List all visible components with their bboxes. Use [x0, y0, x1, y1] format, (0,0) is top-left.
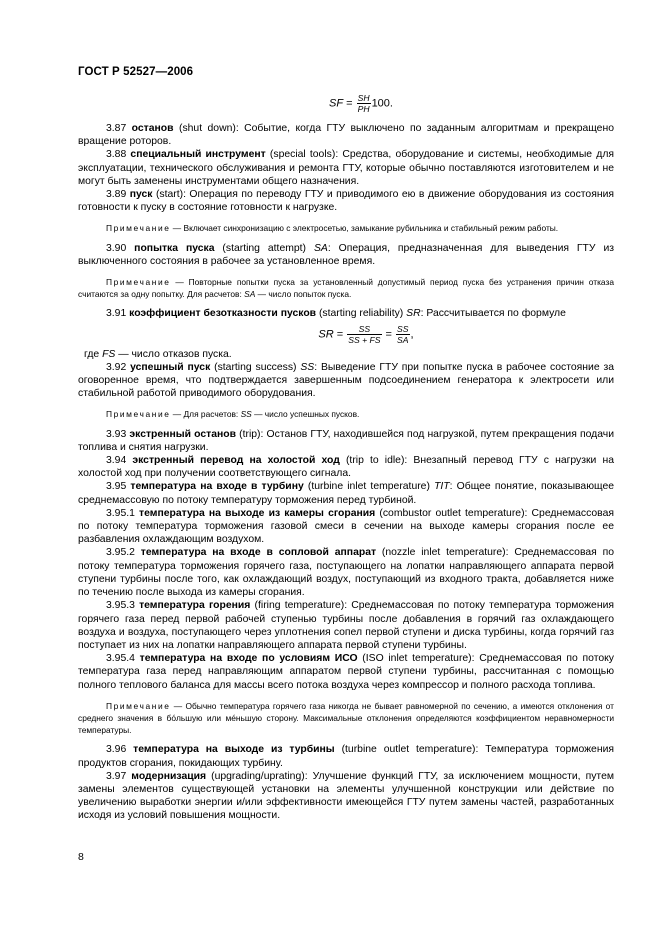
- term-3-92: [78, 361, 614, 401]
- note-label: Примечание: [106, 700, 171, 711]
- term-number: 3.95: [106, 481, 127, 493]
- term-number: 3.97: [106, 770, 127, 782]
- term-definition: : Событие, когда ГТУ выключено по заданным алгоритмам и прекращено вращение роторов.: [78, 123, 614, 148]
- formula-explanation: [78, 348, 614, 361]
- term-title: температура на входе в сопловой аппарат: [140, 547, 377, 559]
- formula-sr-numerator-1: SS: [347, 324, 381, 335]
- term-title: успешный пуск: [130, 361, 211, 373]
- term-english: (shut down): [173, 123, 236, 134]
- note-3-92: [78, 408, 614, 420]
- note-text-end: — число попыток пуска.: [255, 289, 352, 300]
- term-title: температура на выходе из камеры сгорания: [139, 507, 376, 519]
- term-definition: : Выведение ГТУ при попытке пуска в рабочее состояние за оговоренное время, что подтверждается завершенным подсоединением генератора к электросети или стабильной работой приводимого оборудования.: [78, 361, 614, 400]
- formula-sf-numerator: SH: [357, 93, 370, 103]
- where-abbreviation: FS: [102, 348, 116, 360]
- where-text: — число отказов пуска.: [115, 348, 232, 360]
- term-number: 3.95.3: [106, 600, 135, 612]
- note-3-89: [78, 222, 614, 234]
- term-title: экстренный останов: [129, 428, 237, 440]
- term-title: температура на выходе из турбины: [133, 744, 335, 756]
- term-number: 3.96: [106, 744, 127, 756]
- term-number: 3.89: [106, 189, 127, 201]
- formula-sf-denominator: PH: [357, 104, 370, 114]
- term-3-93: [78, 428, 614, 454]
- term-definition: : Внезапный перевод ГТУ с нагрузки на холостой ход при получении соответствующего сигнала.: [78, 455, 614, 480]
- note-label: Примечание: [106, 277, 171, 288]
- term-abbreviation: SS: [300, 361, 315, 373]
- term-definition: : Среднемассовая по потоку температура газа перед направляющим аппаратом первой ступени турбины, рассчитанная с помощью полного теплового баланса для массы всего потока воздуха через компрессор и полного расхода топлива.: [78, 653, 614, 691]
- term-title: пуск: [129, 189, 153, 201]
- term-english: (trip to idle): [339, 455, 405, 467]
- term-definition: : Останов ГТУ, находившейся под нагрузкой, путем прекращения подачи топлива и снятия нагрузки.: [78, 428, 614, 453]
- term-english: (nozzle inlet temperature): [376, 547, 506, 559]
- note-text-end: — число успешных пусков.: [251, 409, 360, 420]
- term-3-95: [78, 480, 614, 506]
- term-english: (special tools): [265, 149, 336, 161]
- formula-sf: [108, 93, 614, 114]
- term-title: экстренный перевод на холостой ход: [132, 455, 340, 467]
- term-3-95-3: [78, 599, 614, 652]
- term-definition: : Операция по переводу ГТУ и приводимого ею в движение оборудования из состояния готовности к пуску в состояние готовности к нагрузке.: [78, 189, 614, 214]
- term-english: (start): [152, 189, 184, 201]
- term-number: 3.95.1: [106, 507, 135, 519]
- term-english: (turbine inlet temperature): [303, 481, 435, 493]
- term-number: 3.95.4: [106, 653, 135, 665]
- term-3-88: [78, 148, 614, 188]
- term-english: (trip): [236, 428, 261, 440]
- term-english: (combustor outlet temperature): [375, 507, 525, 519]
- term-number: 3.95.2: [106, 547, 135, 559]
- term-english: (starting success): [210, 361, 301, 373]
- term-title: температура на входе в турбину: [130, 481, 304, 493]
- note-text: — Обычно температура горячего газа никогда не бывает равномерной по сечению, а имеются отклонения от среднего значения в бо́льшую или ме́ньшую сторону. Максимальные отклонения определяются коэффициентом неравномерности температуры.: [78, 700, 614, 736]
- formula-sr-eq-2: =: [382, 328, 396, 341]
- note-3-95-4: [78, 700, 614, 737]
- term-3-87: [78, 122, 614, 148]
- term-english: (ISO inlet temperature): [357, 653, 472, 665]
- term-3-97: [78, 770, 614, 823]
- formula-sf-eq: =: [343, 97, 356, 110]
- formula-sr-lhs: SR: [318, 328, 334, 341]
- document-body: [78, 89, 614, 823]
- term-3-95-4: [78, 652, 614, 692]
- formula-sf-lhs: SF: [329, 97, 344, 110]
- term-number: 3.93: [106, 428, 127, 440]
- formula-sr-tail: ,: [410, 328, 414, 341]
- formula-sr-numerator-2: SS: [397, 323, 409, 334]
- term-title: попытка пуска: [134, 242, 215, 254]
- term-title: специальный инструмент: [130, 149, 266, 161]
- term-english: (firing temperature): [250, 600, 345, 612]
- where-prefix: где: [84, 348, 103, 360]
- term-english: (upgrading/uprating): [206, 770, 305, 782]
- term-number: 3.87: [106, 123, 127, 134]
- term-3-89: [78, 188, 614, 214]
- formula-sr-eq: =: [333, 328, 347, 341]
- term-3-91: [78, 307, 614, 320]
- formula-sr-fraction-1: [347, 324, 381, 345]
- page-number: 8: [78, 851, 84, 863]
- term-title: температура на входе по условиям ИСО: [139, 653, 358, 665]
- term-number: 3.91: [106, 308, 127, 320]
- term-definition: : Операция, предназначенная для выведения ГТУ из выключенного состояния в рабочее за установленное время.: [78, 242, 615, 267]
- term-title: температура горения: [139, 600, 251, 612]
- formula-sr-fraction-2: [396, 324, 409, 345]
- term-definition: : Среднемассовая по потоку температура торможения горячего газа перед первой рабочей ступенью турбины после добавления в горячий газ охлаждающего воздуха и воздуха, поступающего через уплотнения сопел первой ступени и диска турбины, когда горячий газ поступает из них на лопатки направляющего аппарата первой ступени турбины.: [78, 600, 614, 651]
- term-definition: : Среднемассовая по потоку температура торможения горячего газа, поступающего на лопатки направляющего аппарата первой ступени турбины после того, как охлаждающий воздух, поступающий из входного тракта, добавляется ниже по течению после выхода из камеры сгорания.: [78, 547, 615, 599]
- term-english: (starting attempt): [214, 242, 314, 254]
- term-abbreviation: TIT: [434, 481, 450, 493]
- term-definition: : Общее понятие, показывающее среднемассовую по потоку температуру торможения перед турбиной.: [78, 481, 614, 506]
- note-abbreviation: SA: [244, 289, 256, 300]
- note-text: — Повторные попытки пуска за установленный допустимый период пуска без устранения причин отказа считаются за одну попытку. Для расчетов:: [78, 277, 614, 300]
- term-3-94: [78, 454, 614, 480]
- note-3-90: [78, 276, 614, 300]
- term-definition: : Рассчитывается по формуле: [420, 308, 566, 320]
- term-number: 3.88: [106, 149, 127, 161]
- term-title: коэффициент безотказности пусков: [129, 308, 317, 320]
- formula-sr: [118, 324, 614, 345]
- term-3-95-1: [78, 507, 614, 547]
- term-number: 3.90: [106, 242, 127, 254]
- term-3-90: [78, 242, 614, 268]
- note-label: Примечание: [106, 223, 171, 234]
- term-english: (turbine outlet temperature): [334, 744, 476, 756]
- term-abbreviation: SR: [406, 308, 421, 320]
- term-3-96: [78, 743, 614, 769]
- term-definition: : Улучшение функций ГТУ, за исключением мощности, путем замены элементов существующей установки на элементы улучшенной конструкции или действие по увеличению выработки энергии и/или эффективности имеющейся ГТУ путем замены частей, разработанных исходя из условий повышения мощности.: [78, 770, 614, 822]
- document-header: ГОСТ Р 52527—2006: [78, 66, 194, 78]
- term-english: (starting reliability): [316, 308, 407, 320]
- term-title: модернизация: [131, 770, 207, 782]
- note-text: — Включает синхронизацию с электросетью, замыкание рубильника и стабильный режим работы.: [170, 223, 559, 234]
- formula-sr-denominator-1: SS + FS: [348, 334, 381, 345]
- term-3-95-2: [78, 546, 614, 599]
- term-number: 3.92: [106, 361, 127, 373]
- term-abbreviation: SA: [313, 242, 328, 254]
- term-definition: : Среднемассовая по потоку температура торможения газовой смеси в сечении на выходе камеры сгорания после ее разбавления охлаждающим воздухом.: [78, 507, 614, 546]
- formula-sf-tail: 100.: [371, 97, 393, 110]
- formula-sr-denominator-2: SA: [397, 334, 409, 345]
- note-abbreviation: SS: [240, 409, 252, 420]
- note-text: — Для расчетов:: [170, 409, 241, 420]
- term-definition: : Средства, оборудование и системы, необходимые для эксплуатации, технического обслуживания и ремонта ГТУ, которые обычно поставляются изготовителем и не могут быть заменены инструментами общего назначения.: [78, 149, 615, 187]
- formula-sf-fraction: [357, 93, 371, 114]
- term-title: останов: [131, 123, 174, 134]
- note-label: Примечание: [106, 409, 171, 420]
- term-number: 3.94: [106, 455, 127, 467]
- term-definition: : Температура торможения продуктов сгорания, покидающих турбину.: [78, 744, 615, 769]
